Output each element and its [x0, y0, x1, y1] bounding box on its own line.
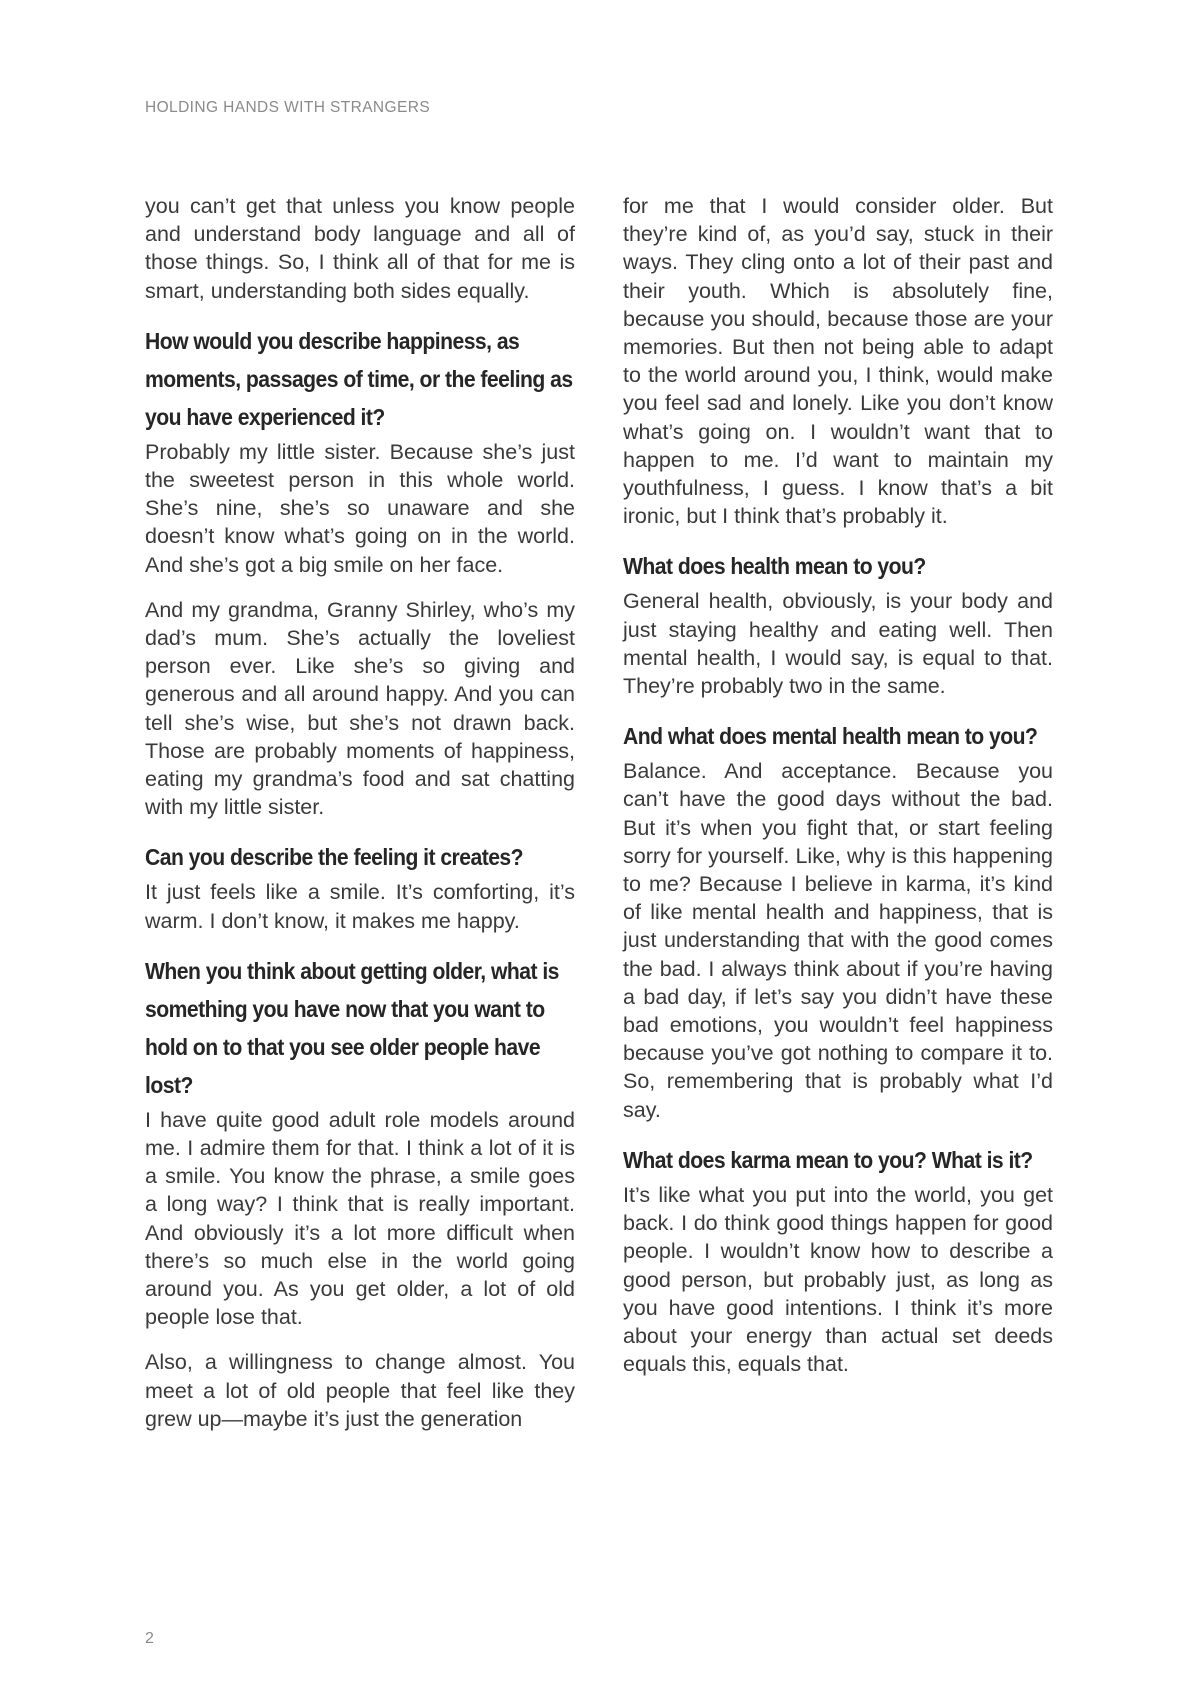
question-text: When you think about getting older, what is something you have now that you want to hold on to that you see older people have lost?: [145, 957, 559, 1098]
answer-paragraph: you can’t get that unless you know people and understand body language and all of those things. So, I think all of that for me is smart, understanding both sides equally.: [145, 194, 575, 303]
answer-paragraph: Also, a willingness to change almost. You meet a lot of old people that feel like they grew up—maybe it’s just the generation: [145, 1350, 575, 1431]
question-text: Can you describe the feeling it creates?: [145, 844, 524, 871]
answer-paragraph: for me that I would consider older. But they’re kind of, as you’d say, stuck in their ways. They cling onto a lot of their past and their youth. Which is absolutely fine, because you should, because those are your memories. But then not being able to adapt to the world around you, I think, would make you feel sad and lonely. Like you don’t know what’s going on. I wouldn’t want that to happen to me. I’d want to maintain my youthfulness, I guess. I know that’s a bit ironic, but I think that’s probably it.: [623, 194, 1053, 529]
answer-paragraph: It’s like what you put into the world, you get back. I do think good things happen for good people. I wouldn’t know how to describe a good person, but probably just, as long as you have good intentions. I think it’s more about your energy than actual set deeds equals this, equals that.: [623, 1182, 1053, 1377]
page-number: 2: [145, 1630, 154, 1647]
question-heading: [623, 547, 1053, 585]
question-heading: [623, 717, 1053, 755]
question-text: What does health mean to you?: [623, 553, 926, 580]
answer-paragraph: Probably my little sister. Because she’s just the sweetest person in this whole world. She’s nine, she’s so unaware and she doesn’t know what’s going on in the world. And she’s got a big smile on her face.: [145, 439, 575, 577]
answer-paragraph: And my grandma, Granny Shirley, who’s my dad’s mum. She’s actually the loveliest person ever. Like she’s so giving and generous and all around happy. And you can tell she’s wise, but she’s not drawn back. Those are probably moments of happiness, eating my grandma’s food and sat chatting with my little sister.: [145, 597, 575, 820]
question-heading: [623, 1141, 1053, 1179]
answer-paragraph: I have quite good adult role models around me. I admire them for that. I think a lot of it is a smile. You know the phrase, a smile goes a long way? I think that is really important. And obviously it’s a lot more difficult when there’s so much else in the world going around you. As you get older, a lot of old people lose that.: [145, 1107, 575, 1330]
running-head: HOLDING HANDS WITH STRANGERS: [145, 99, 431, 116]
answer-paragraph: It just feels like a smile. It’s comforting, it’s warm. I don’t know, it makes me happy.: [145, 880, 575, 933]
question-text: And what does mental health mean to you?: [623, 723, 1038, 750]
left-column: [145, 192, 575, 1450]
answer-paragraph: Balance. And acceptance. Because you can’t have the good days without the bad. But it’s when you fight that, or start feeling sorry for yourself. Like, why is this happening to me? Because I believe in karma, it’s kind of like mental health and happiness, that is just understanding that with the good comes the bad. I always think about if you’re having a bad day, if let’s say you didn’t have these bad emotions, you wouldn’t feel happiness because you’ve got nothing to compare it to. So, remembering that is probably what I’d say.: [623, 759, 1053, 1122]
question-text: How would you describe happiness, as moments, passages of time, or the feeling as you have experienced it?: [145, 327, 573, 430]
question-heading: [145, 838, 575, 876]
question-text: What does karma mean to you? What is it?: [623, 1146, 1033, 1173]
right-column: [623, 192, 1053, 1395]
question-heading: [145, 322, 575, 436]
answer-paragraph: General health, obviously, is your body and just staying healthy and eating well. Then mental health, I would say, is equal to that. They’re probably two in the same.: [623, 589, 1053, 699]
question-heading: [145, 952, 575, 1104]
